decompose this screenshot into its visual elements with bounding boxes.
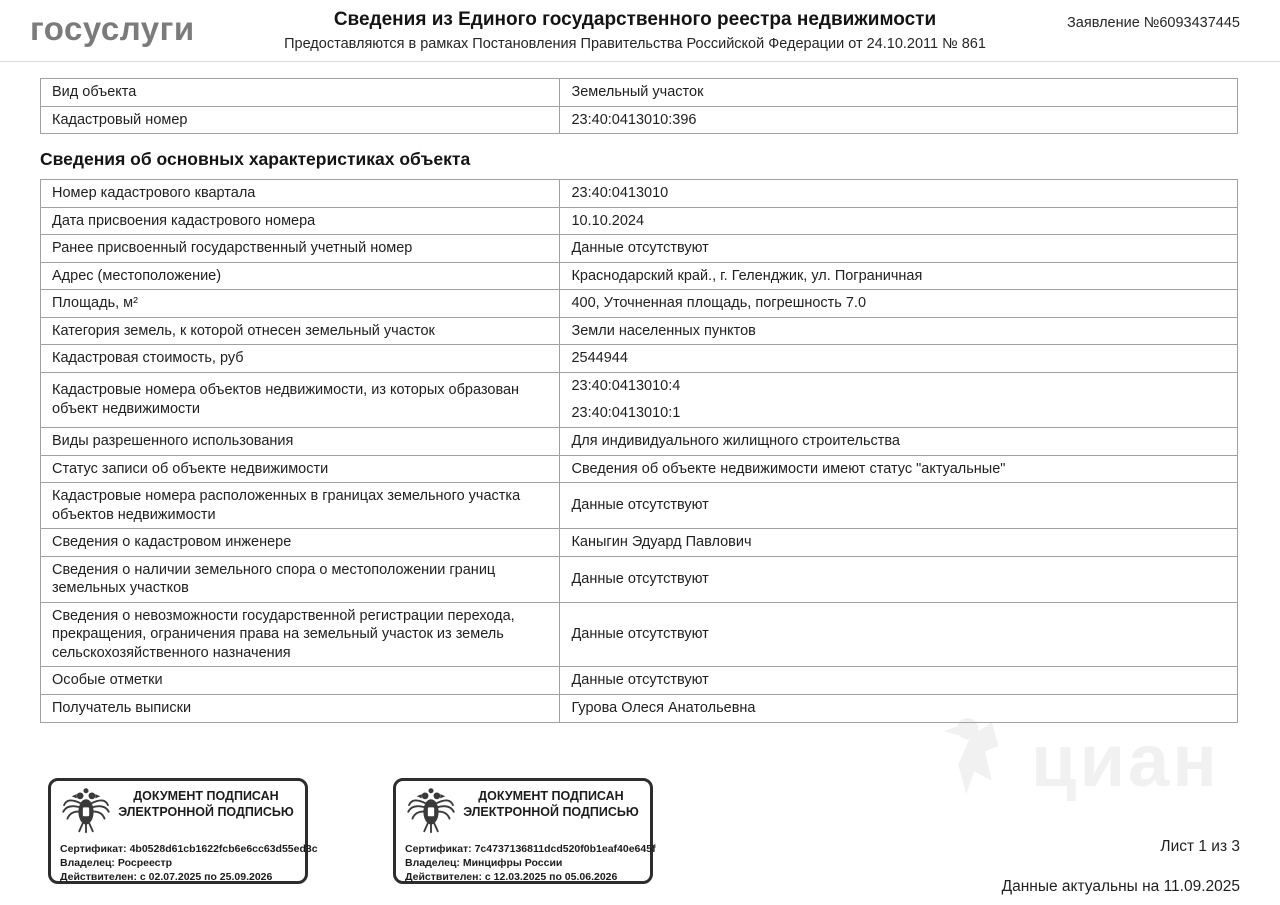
row-label: Адрес (местоположение) bbox=[41, 262, 560, 290]
table-row bbox=[41, 317, 1238, 345]
row-value: Гурова Олеся Анатольевна bbox=[560, 695, 1238, 723]
signature-stamp-rosreestr bbox=[48, 778, 318, 884]
row-label: Сведения о наличии земельного спора о местоположении границ земельных участков bbox=[41, 556, 560, 602]
row-value: Земли населенных пунктов bbox=[560, 317, 1238, 345]
row-value: 23:40:0413010:396 bbox=[560, 106, 1238, 134]
stamp-validity: Действителен: с 02.07.2025 по 25.09.2026 bbox=[60, 870, 273, 883]
table-row bbox=[41, 262, 1238, 290]
table-row bbox=[41, 290, 1238, 318]
row-label: Кадастровые номера объектов недвижимости, из которых образован объект недвижимости bbox=[41, 372, 560, 427]
row-value: 2544944 bbox=[560, 345, 1238, 373]
table-row bbox=[41, 79, 1238, 107]
row-value: Данные отсутствуют bbox=[560, 556, 1238, 602]
data-actuality: Данные актуальны на 11.09.2025 bbox=[1001, 878, 1240, 895]
row-value: 400, Уточненная площадь, погрешность 7.0 bbox=[560, 290, 1238, 318]
stamp-details bbox=[396, 842, 656, 885]
table-row bbox=[41, 372, 1238, 427]
header-title-block bbox=[245, 9, 1025, 52]
header bbox=[0, 0, 1280, 62]
object-details-table bbox=[40, 179, 1238, 722]
table-row bbox=[41, 667, 1238, 695]
row-value: Каныгин Эдуард Павлович bbox=[560, 529, 1238, 557]
stamp-top bbox=[396, 781, 650, 842]
row-label: Особые отметки bbox=[41, 667, 560, 695]
table-row bbox=[41, 428, 1238, 456]
row-label: Статус записи об объекте недвижимости bbox=[41, 455, 560, 483]
row-value: 10.10.2024 bbox=[560, 207, 1238, 235]
table-row bbox=[41, 235, 1238, 263]
signature-stamp-mincifry bbox=[393, 778, 656, 884]
table-row bbox=[41, 455, 1238, 483]
row-label: Номер кадастрового квартала bbox=[41, 180, 560, 208]
row-value: Для индивидуального жилищного строительства bbox=[560, 428, 1238, 456]
row-label: Категория земель, к которой отнесен земельный участок bbox=[41, 317, 560, 345]
row-value: 23:40:0413010 bbox=[560, 180, 1238, 208]
table-row bbox=[41, 180, 1238, 208]
row-value: Земельный участок bbox=[560, 79, 1238, 107]
row-label: Кадастровая стоимость, руб bbox=[41, 345, 560, 373]
table-row bbox=[41, 695, 1238, 723]
page-indicator: Лист 1 из 3 bbox=[1160, 838, 1240, 855]
table-row bbox=[41, 345, 1238, 373]
row-label: Виды разрешенного использования bbox=[41, 428, 560, 456]
row-label: Ранее присвоенный государственный учетный номер bbox=[41, 235, 560, 263]
gosuslugi-logo: госуслуги bbox=[30, 10, 195, 47]
table-row bbox=[41, 602, 1238, 667]
section-title: Сведения об основных характеристиках объекта bbox=[40, 149, 471, 170]
cian-bird-icon bbox=[941, 714, 1021, 807]
row-label: Сведения о невозможности государственной регистрации перехода, прекращения, ограничения права на земельный участок из земель сельскохозяйственного назначения bbox=[41, 602, 560, 667]
table-row bbox=[41, 483, 1238, 529]
application-number: Заявление №6093437445 bbox=[1067, 15, 1240, 31]
footer-right bbox=[1002, 838, 1240, 896]
row-label: Площадь, м² bbox=[41, 290, 560, 318]
row-value: Краснодарский край., г. Геленджик, ул. Пограничная bbox=[560, 262, 1238, 290]
stamp-details bbox=[51, 842, 318, 885]
row-value: Данные отсутствуют bbox=[560, 235, 1238, 263]
stamp-certificate: Сертификат: 4b0528d61cb1622fcb6e6cc63d55ed3c bbox=[60, 843, 318, 855]
row-label: Сведения о кадастровом инженере bbox=[41, 529, 560, 557]
row-label: Кадастровые номера расположенных в границах земельного участка объектов недвижимости bbox=[41, 483, 560, 529]
document-subtitle: Предоставляются в рамках Постановления Правительства Российской Федерации от 24.10.2011 № 861 bbox=[284, 35, 986, 52]
coat-of-arms-eagle-icon bbox=[404, 785, 462, 842]
coat-of-arms-eagle-icon bbox=[59, 785, 117, 842]
table-row bbox=[41, 529, 1238, 557]
stamp-title: ДОКУМЕНТ ПОДПИСАН ЭЛЕКТРОННОЙ ПОДПИСЬЮ bbox=[118, 789, 294, 819]
row-label: Вид объекта bbox=[41, 79, 560, 107]
row-value-line: 23:40:0413010:4 bbox=[571, 377, 681, 394]
row-label: Кадастровый номер bbox=[41, 106, 560, 134]
row-value: Данные отсутствуют bbox=[560, 483, 1238, 529]
table-row bbox=[41, 556, 1238, 602]
row-value: Сведения об объекте недвижимости имеют статус "актуальные" bbox=[560, 455, 1238, 483]
document-body bbox=[0, 78, 1280, 723]
table-row bbox=[41, 207, 1238, 235]
row-label: Дата присвоения кадастрового номера bbox=[41, 207, 560, 235]
cian-watermark-text: циан bbox=[1031, 719, 1220, 802]
stamp-title: ДОКУМЕНТ ПОДПИСАН ЭЛЕКТРОННОЙ ПОДПИСЬЮ bbox=[463, 789, 639, 819]
row-label: Получатель выписки bbox=[41, 695, 560, 723]
row-value: Данные отсутствуют bbox=[560, 602, 1238, 667]
stamp-top bbox=[51, 781, 305, 842]
cian-watermark bbox=[941, 714, 1220, 807]
document-title: Сведения из Единого государственного реестра недвижимости bbox=[333, 9, 937, 30]
stamp-owner: Владелец: Росреестр bbox=[60, 856, 173, 869]
stamp-certificate: Сертификат: 7c4737136811dcd520f0b1eaf40e645f bbox=[405, 843, 656, 855]
stamp-validity: Действителен: с 12.03.2025 по 05.06.2026 bbox=[405, 870, 618, 883]
row-value: Данные отсутствуют bbox=[560, 667, 1238, 695]
stamp-owner: Владелец: Минцифры России bbox=[405, 856, 563, 869]
object-summary-table bbox=[40, 78, 1238, 134]
row-value-line: 23:40:0413010:1 bbox=[571, 405, 681, 422]
row-value bbox=[560, 372, 1238, 427]
table-row bbox=[41, 106, 1238, 134]
